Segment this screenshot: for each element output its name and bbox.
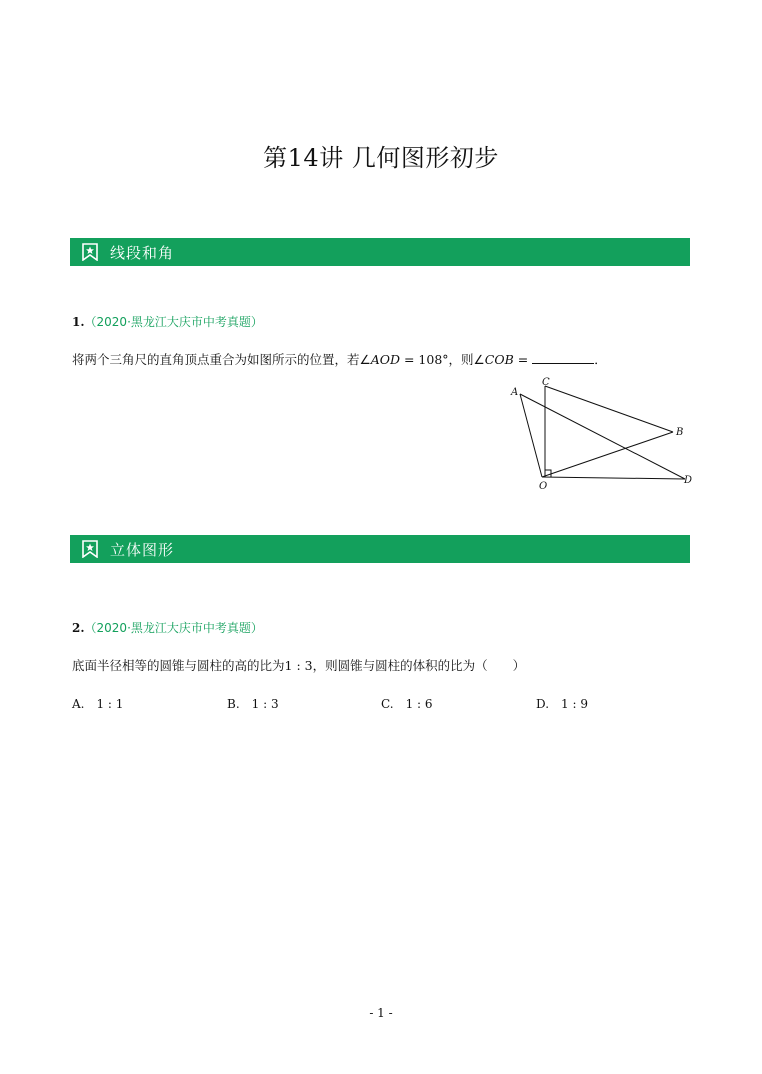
choice-value: 1 : 3 — [251, 697, 279, 711]
point-label-C: C — [542, 377, 550, 388]
choice-d[interactable] — [536, 697, 588, 711]
section-title: 立体图形 — [110, 540, 175, 559]
question-source: （2020·黑龙江大庆市中考真题） — [84, 315, 263, 329]
question-1-text — [72, 350, 607, 368]
section-banner-lines-angles — [70, 238, 690, 266]
angle-value: = 108° — [400, 352, 449, 367]
choice-letter: D. — [536, 697, 550, 711]
question-text-part: ，则圆锥与圆柱的体积的比为（ ） — [312, 658, 526, 673]
point-label-B: B — [676, 427, 684, 438]
choice-letter: C. — [381, 697, 394, 711]
choice-value: 1 : 9 — [561, 697, 588, 711]
bookmark-star-icon — [82, 243, 98, 261]
answer-blank[interactable] — [532, 352, 594, 364]
question-text-part: ，则∠ — [448, 352, 485, 367]
page-title: 第14讲 几何图形初步 — [263, 144, 499, 172]
geometry-figure-triangles — [505, 374, 700, 494]
question-text-part: ． — [594, 352, 607, 367]
section-title: 线段和角 — [110, 243, 175, 262]
height-ratio: 1 : 3 — [284, 658, 313, 673]
segment-CB — [545, 386, 673, 432]
question-text-part: 将两个三角尺的直角顶点重合为如图所示的位置，若∠ — [72, 352, 371, 367]
point-label-D: D — [684, 475, 693, 486]
choice-letter: A. — [72, 697, 85, 711]
choice-value: 1 : 1 — [96, 697, 124, 711]
question-2-header — [72, 619, 263, 636]
question-1-header — [72, 313, 263, 330]
question-text-part: 底面半径相等的圆锥与圆柱的高的比为 — [72, 658, 285, 673]
question-2-text — [72, 656, 525, 674]
segment-OD — [542, 477, 685, 479]
point-label-O: O — [539, 481, 548, 492]
point-label-A: A — [511, 387, 519, 398]
segment-AO — [520, 394, 542, 477]
choice-b[interactable] — [227, 697, 279, 711]
choice-a[interactable] — [72, 697, 123, 711]
choice-c[interactable] — [381, 697, 433, 711]
page-number: - 1 - — [369, 1006, 393, 1020]
question-source: （2020·黑龙江大庆市中考真题） — [84, 621, 263, 635]
question-number: 1. — [72, 315, 85, 329]
bookmark-star-icon — [82, 540, 98, 558]
choice-letter: B. — [227, 697, 240, 711]
choice-value: 1 : 6 — [405, 697, 433, 711]
question-number: 2. — [72, 621, 85, 635]
angle-name: AOD — [370, 352, 401, 367]
angle-name: COB — [484, 352, 514, 367]
section-banner-solid-figures — [70, 535, 690, 563]
equals-sign: = — [513, 352, 533, 367]
